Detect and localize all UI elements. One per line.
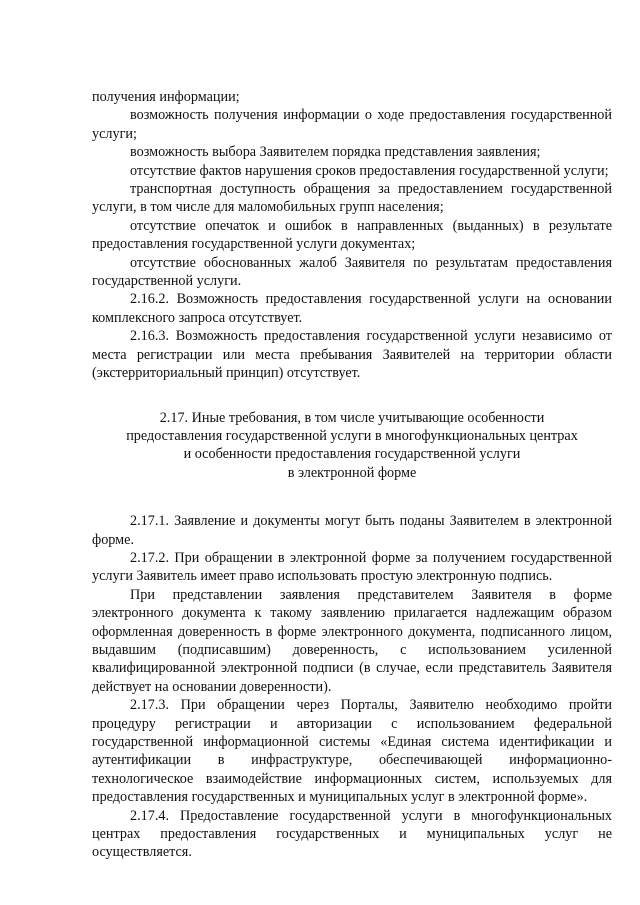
paragraph: отсутствие опечаток и ошибок в направленных (выданных) в результате предоставления государственной услуги документах; bbox=[92, 217, 612, 253]
paragraph: 2.17.3. При обращении через Порталы, Заявителю необходимо пройти процедуру регистрации и авторизации с использованием федеральной государственной информационной системы «Единая система идентификации и аутентификации в инфраструктуре, обеспечивающей информационно-технологическое взаимодействие информационных систем, используемых для предоставления государственных и муниципальных услуг в электронной форме». bbox=[92, 697, 612, 806]
paragraph: 2.17.4. Предоставление государственной услуги в многофункциональных центрах предоставления государственных и муниципальных услуг не осуществляется. bbox=[92, 807, 612, 861]
heading-line: в электронной форме bbox=[287, 464, 417, 481]
paragraph: 2.16.3. Возможность предоставления государственной услуги независимо от места регистрации или места пребывания Заявителей на территории области (экстерриториальный принцип) отсутствует. bbox=[92, 328, 612, 382]
paragraph: 2.16.2. Возможность предоставления государственной услуги на основании комплексного запроса отсутствует. bbox=[92, 291, 612, 326]
paragraph: При представлении заявления представителем Заявителя в форме электронного документа к такому заявлению прилагается надлежащим образом оформленная доверенность в форме электронного документа, подписанного лицом, выдавшим (подписавшим) доверенность, с использованием усиленной квалифицированной электронной подписи (в случае, если представитель Заявителя действует на основании доверенности). bbox=[92, 586, 612, 695]
paragraph: 2.17.2. При обращении в электронной форме за получением государственной услуги Заявитель имеет право использовать простую электронную подпись. bbox=[92, 549, 612, 585]
paragraph: отсутствие обоснованных жалоб Заявителя по результатам предоставления государственной услуги. bbox=[92, 254, 612, 290]
heading-line: 2.17. Иные требования, в том числе учитывающие особенности bbox=[159, 409, 545, 426]
heading-line: предоставления государственной услуги в многофункциональных центрах bbox=[126, 427, 578, 444]
paragraph: 2.17.1. Заявление и документы могут быть поданы Заявителем в электронной форме. bbox=[92, 513, 612, 548]
paragraph: возможность выбора Заявителем порядка представления заявления; bbox=[130, 144, 541, 161]
paragraph: получения информации; bbox=[92, 89, 240, 105]
paragraph: возможность получения информации о ходе предоставления государственной услуги; bbox=[92, 107, 612, 142]
paragraphs-top bbox=[92, 88, 612, 383]
paragraphs-bottom bbox=[92, 512, 612, 862]
paragraph: отсутствие фактов нарушения сроков предоставления государственной услуги; bbox=[130, 162, 609, 179]
heading-line: и особенности предоставления государственной услуги bbox=[183, 446, 521, 463]
section-heading bbox=[92, 409, 612, 483]
document-page bbox=[92, 88, 612, 862]
paragraph: транспортная доступность обращения за предоставлением государственной услуги, в том числе для маломобильных групп населения; bbox=[92, 181, 612, 216]
